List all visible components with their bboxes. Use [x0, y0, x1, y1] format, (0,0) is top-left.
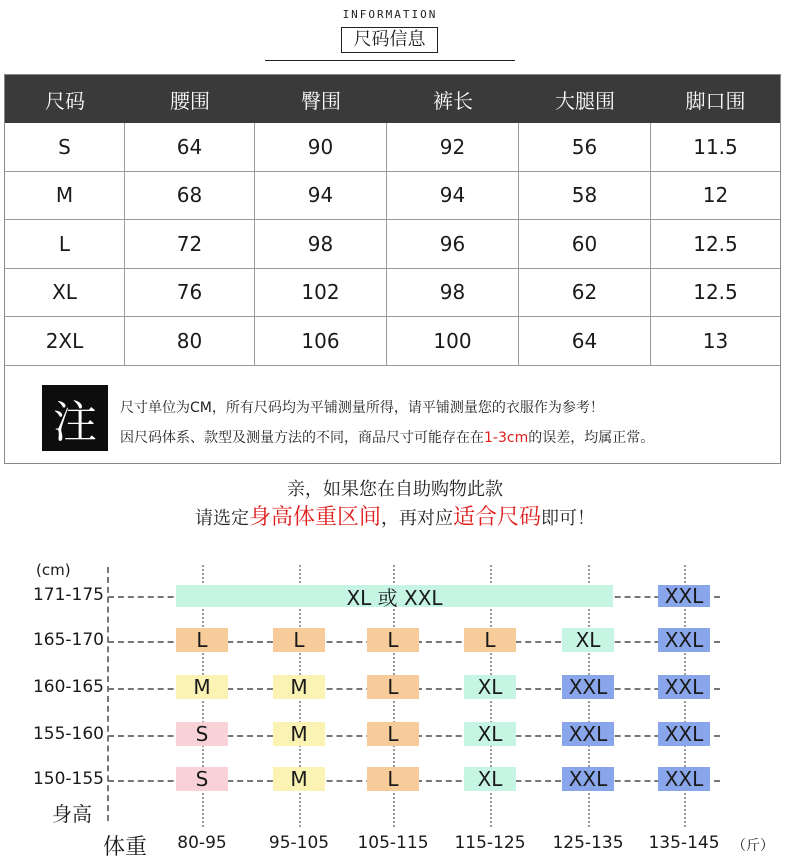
cell-waist: 68: [125, 172, 255, 220]
column-header-thigh: 大腿围: [555, 88, 615, 113]
size-chip: L: [464, 628, 516, 652]
cell-size: XL: [5, 269, 125, 317]
cell-hip: 102: [255, 269, 387, 317]
cell-length: 92: [387, 123, 519, 171]
prompt-done: 即可！: [541, 508, 596, 529]
y-axis-caption: 身高: [52, 802, 92, 826]
weight-label: 125-135: [552, 833, 624, 853]
cell-hip: 98: [255, 220, 387, 268]
size-chip: XXL: [562, 722, 614, 746]
height-label: 165-170: [32, 630, 104, 650]
cell-hip: 106: [255, 317, 387, 365]
note-tolerance-value: 1-3cm: [484, 429, 529, 446]
cell-hip: 90: [255, 123, 387, 171]
height-label: 160-165: [32, 677, 104, 697]
size-chip: L: [367, 722, 419, 746]
cell-length: 100: [387, 317, 519, 365]
cell-length: 94: [387, 172, 519, 220]
cell-size: M: [5, 172, 125, 220]
size-chip: M: [273, 675, 325, 699]
size-chip: XL: [464, 675, 516, 699]
size-chip: M: [176, 675, 228, 699]
y-axis-line: [107, 567, 109, 821]
column-header-hem: 脚口围: [685, 88, 746, 113]
cell-hem: 13: [702, 328, 729, 353]
prompt-choose: 请选定: [194, 508, 249, 529]
size-chip: XXL: [658, 675, 710, 699]
size-chip: L: [273, 628, 325, 652]
weight-label: 135-145: [648, 833, 720, 853]
cell-waist: 76: [125, 269, 255, 317]
cell-size: L: [5, 220, 125, 268]
cell-thigh: 60: [519, 220, 651, 268]
x-axis-caption: 体重: [103, 835, 148, 860]
size-chip: L: [176, 628, 228, 652]
weight-label: 115-125: [454, 833, 526, 853]
size-chip: XL: [562, 628, 614, 652]
note-tolerance-text: 因尺码体系、款型及测量方法的不同，商品尺寸可能存在在: [120, 429, 484, 446]
cell-hem: 12: [702, 183, 729, 208]
cell-thigh: 64: [519, 317, 651, 365]
size-chip: L: [367, 675, 419, 699]
cell-size: S: [5, 123, 125, 171]
cell-hem: 12.5: [693, 280, 738, 305]
height-label: 155-160: [32, 724, 104, 744]
height-label: 171-175: [32, 585, 104, 605]
size-chip: L: [367, 767, 419, 791]
prompt-then: ，再对应: [381, 508, 453, 529]
height-label: 150-155: [32, 769, 104, 789]
column-header-size: 尺码: [45, 88, 85, 113]
weight-label: 80-95: [177, 833, 227, 853]
size-chip: XXL: [562, 767, 614, 791]
note-badge: 注: [42, 385, 108, 451]
cell-size: 2XL: [5, 317, 125, 365]
weight-label: 95-105: [268, 833, 330, 853]
note-line-unit: 尺寸单位为CM，所有尺码均为平铺测量所得，请平铺测量您的衣服作为参考！: [120, 399, 604, 416]
cell-hem: 12.5: [693, 231, 738, 256]
column-header-hip: 臀围: [301, 88, 341, 113]
column-header-waist: 腰围: [170, 88, 210, 113]
note-tolerance-suffix: 的误差，均属正常。: [528, 429, 655, 446]
size-chip: S: [176, 767, 228, 791]
size-chip: XXL: [658, 722, 710, 746]
cell-thigh: 56: [519, 123, 651, 171]
cell-waist: 80: [125, 317, 255, 365]
information-label: INFORMATION: [342, 8, 438, 21]
prompt-line-1: 亲，如果您在自助购物此款: [287, 479, 503, 500]
cell-waist: 64: [125, 123, 255, 171]
size-chip: XXL: [658, 628, 710, 652]
size-chip: XL: [464, 722, 516, 746]
size-chip: M: [273, 767, 325, 791]
cell-length: 98: [387, 269, 519, 317]
cell-hem: 11.5: [693, 134, 738, 159]
size-chip: XXL: [658, 767, 710, 791]
size-chip: L: [367, 628, 419, 652]
weight-label: 105-115: [357, 833, 429, 853]
size-chip: XXL: [658, 585, 710, 607]
cell-waist: 72: [125, 220, 255, 268]
page-title: 尺码信息: [341, 27, 438, 53]
cell-length: 96: [387, 220, 519, 268]
cell-hip: 94: [255, 172, 387, 220]
size-chip-wide: XL 或 XXL: [176, 585, 613, 607]
y-axis-unit: (cm): [36, 561, 71, 579]
prompt-fit-size: 适合尺码: [453, 505, 542, 530]
prompt-height-weight-range: 身高体重区间: [248, 505, 381, 530]
size-chip: XL: [464, 767, 516, 791]
size-chip: S: [176, 722, 228, 746]
size-chip: M: [273, 722, 325, 746]
column-header-length: 裤长: [433, 88, 473, 113]
size-chip: XXL: [562, 675, 614, 699]
x-axis-unit: （斤）: [732, 838, 774, 854]
cell-thigh: 58: [519, 172, 651, 220]
cell-thigh: 62: [519, 269, 651, 317]
